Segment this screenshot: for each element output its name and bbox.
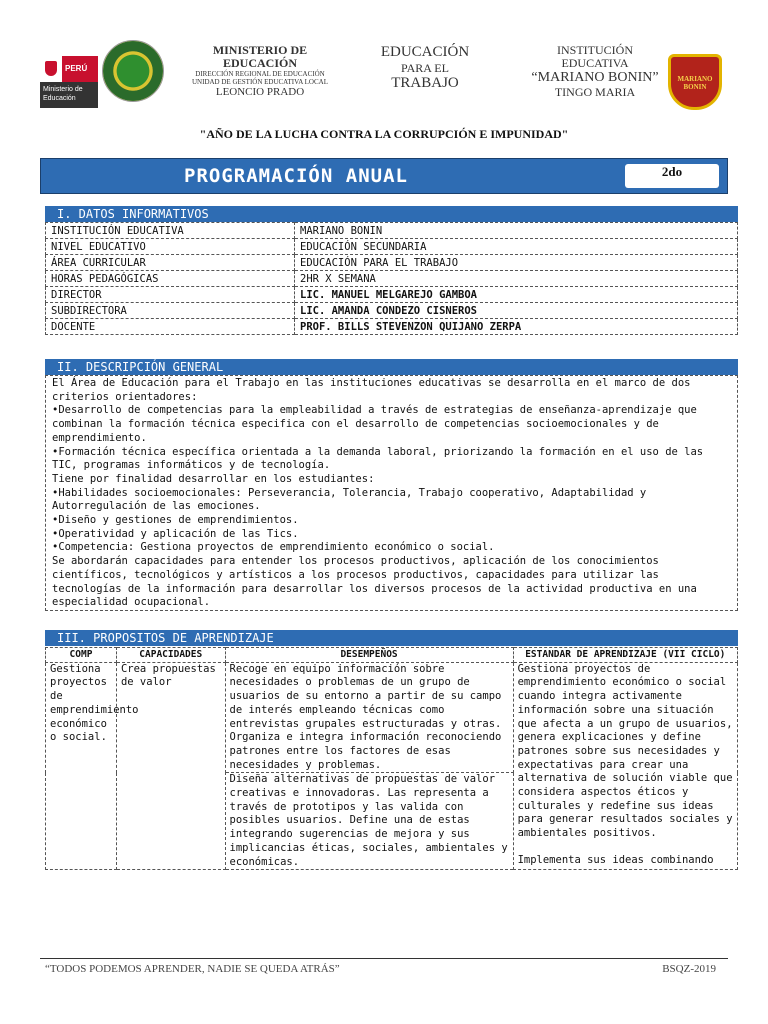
- ugel-seal-icon: [102, 40, 164, 102]
- footer-divider: [40, 958, 728, 959]
- estandar-cell: [513, 662, 737, 870]
- descripcion-paragraph: •Desarrollo de competencias para la empleabilidad a través de estrategias de enseñanza-aprendizaje que combinan la formación técnica especifica con el desarrollo de competencias socioemocionales y de emprendimiento.: [52, 404, 697, 444]
- inst-line4: TINGO MARIA: [554, 85, 636, 99]
- table-row: [46, 303, 738, 319]
- propositos-header-row: [46, 648, 738, 663]
- descripcion-paragraph: •Habilidades socioemocionales: Perseverancia, Tolerancia, Trabajo cooperativo, Adaptabilidad y Autorregulación de las emociones.: [52, 486, 647, 513]
- datos-value: EDUCACIÓN SECUNDARIA: [295, 239, 738, 255]
- descripcion-paragraph: Se abordarán capacidades para entender los procesos productivos, aplicación de los conocimientos científicos, tecnológicos y artísticos a los procesos productivos, capacidades para utilizar las tecnologías de la información para desarrollar los diversos procesos de la actividad productiva en una especialidad ocupacional.: [52, 555, 697, 609]
- col-estandar: ESTANDAR DE APRENDIZAJE (VII CICLO): [513, 648, 737, 663]
- datos-value: 2HR X SEMANA: [295, 271, 738, 287]
- datos-key: NIVEL EDUCATIVO: [46, 239, 295, 255]
- descripcion-paragraph: •Diseño y gestiones de emprendimientos.: [52, 514, 299, 527]
- descripcion-text: [45, 375, 738, 611]
- table-row: [46, 287, 738, 303]
- area-line1: EDUCACIÓN: [380, 44, 470, 60]
- estandar-text: Gestiona proyectos de emprendimiento económico o social cuando integra activamente información sobre una situación que afecta a un grupo de usuarios, genera explicaciones y define patrones sobre sus necesidades y expectativas para crear una alternativa de solución viable que considera aspectos éticos y culturales y redefine sus ideas para generar resultados sociales y ambientales positivos.: [517, 662, 733, 840]
- institucion-block: [500, 44, 690, 99]
- descripcion-paragraph: El Área de Educación para el Trabajo en las instituciones educativas se desarrolla en el marco de dos criterios orientadores:: [52, 377, 691, 403]
- table-row: [46, 239, 738, 255]
- datos-key: SUBDIRECTORA: [46, 303, 295, 319]
- col-comp: COMP: [46, 648, 117, 663]
- table-row: [46, 319, 738, 335]
- peru-label: PERÚ: [62, 56, 98, 82]
- peru-ministry-logo: [40, 56, 98, 108]
- estandar-text-continued: Implementa sus ideas combinando: [517, 853, 714, 866]
- comp-cell: Gestiona proyectos de emprendimiento económico o social.: [46, 662, 117, 870]
- datos-value: MARIANO BONIN: [295, 223, 738, 239]
- inst-line3: “MARIANO BONIN”: [531, 70, 659, 85]
- section-propositos-heading: III. PROPOSITOS DE APRENDIZAJE: [45, 630, 738, 646]
- table-row: [46, 271, 738, 287]
- inst-line1: INSTITUCIÓN: [557, 43, 633, 57]
- desempeno-cell: Recoge en equipo información sobre necesidades o problemas de un grupo de usuarios de su entorno a partir de su campo de interés empleando técnicas como entrevistas grupales estructuradas y otras. Organiza e integra información reconociendo patrones entre los factores de esas necesidades y problemas.: [225, 662, 513, 773]
- title-banner: [40, 158, 728, 194]
- inst-line2: EDUCATIVA: [561, 56, 629, 70]
- grade-badge: 2do: [625, 164, 719, 188]
- section-datos-heading: I. DATOS INFORMATIVOS: [45, 206, 738, 222]
- area-title: [360, 44, 490, 92]
- area-line3: TRABAJO: [391, 75, 459, 91]
- datos-value: LIC. MANUEL MELGAREJO GAMBOA: [295, 287, 738, 303]
- descripcion-paragraph: •Operatividad y aplicación de las Tics.: [52, 527, 299, 540]
- descripcion-paragraph: Tiene por finalidad desarrollar en los estudiantes:: [52, 472, 375, 485]
- ministerio-line4: UNIDAD DE GESTIÓN EDUCATIVA LOCAL: [192, 78, 328, 86]
- table-row: [46, 662, 738, 773]
- ministerio-line3: DIRECCIÓN REGIONAL DE EDUCACIÓN: [195, 70, 325, 78]
- datos-key: DOCENTE: [46, 319, 295, 335]
- year-motto: "AÑO DE LA LUCHA CONTRA LA CORRUPCIÓN E IMPUNIDAD": [199, 127, 569, 141]
- section-descripcion-heading: II. DESCRIPCIÓN GENERAL: [45, 359, 738, 375]
- datos-value: LIC. AMANDA CONDEZO CISNEROS: [295, 303, 738, 319]
- datos-table: [45, 222, 738, 335]
- school-crest-icon: [668, 54, 722, 110]
- datos-value: PROF. BILLS STEVENZON QUIJANO ZERPA: [295, 319, 738, 335]
- col-capacidades: CAPACIDADES: [116, 648, 225, 663]
- table-row: [46, 223, 738, 239]
- crest-text: MARIANO BONIN: [677, 75, 713, 91]
- ministerio-line2: EDUCACIÓN: [222, 56, 297, 70]
- col-desempenos: DESEMPEÑOS: [225, 648, 513, 663]
- peru-shield-icon: [40, 56, 62, 82]
- page-title: PROGRAMACIÓN ANUAL: [184, 165, 408, 187]
- datos-value: EDUCACIÓN PARA EL TRABAJO: [295, 255, 738, 271]
- descripcion-paragraph: •Competencia: Gestiona proyectos de emprendimiento económico o social.: [52, 541, 495, 554]
- datos-key: INSTITUCIÓN EDUCATIVA: [46, 223, 295, 239]
- ministerio-line5: LEONCIO PRADO: [215, 86, 305, 98]
- desempeno-cell: Diseña alternativas de propuestas de valor creativas e innovadoras. Las representa a través de prototipos y las valida con posibles usuarios. Define una de estas integrando sugerencias de mejora y sus implicancias éticas, sociales, ambientales y económicas.: [225, 773, 513, 870]
- datos-key: DIRECTOR: [46, 287, 295, 303]
- datos-key: HORAS PEDAGÓGICAS: [46, 271, 295, 287]
- footer-code: BSQZ-2019: [662, 963, 716, 975]
- footer-motto: “TODOS PODEMOS APRENDER, NADIE SE QUEDA ATRÁS”: [45, 963, 340, 975]
- propositos-table: [45, 647, 738, 870]
- ministerio-block: [180, 44, 340, 99]
- ministry-label: Ministerio de Educación: [40, 82, 98, 108]
- datos-key: ÁREA CURRICULAR: [46, 255, 295, 271]
- capacidad-cell: Crea propuestas de valor: [116, 662, 225, 870]
- table-row: [46, 255, 738, 271]
- descripcion-paragraph: •Formación técnica específica orientada a la demanda laboral, priorizando la formación en el uso de las TIC, programas informáticos y de tecnología.: [52, 445, 704, 472]
- ministerio-line1: MINISTERIO DE: [212, 43, 308, 57]
- area-line2: PARA EL: [401, 61, 449, 75]
